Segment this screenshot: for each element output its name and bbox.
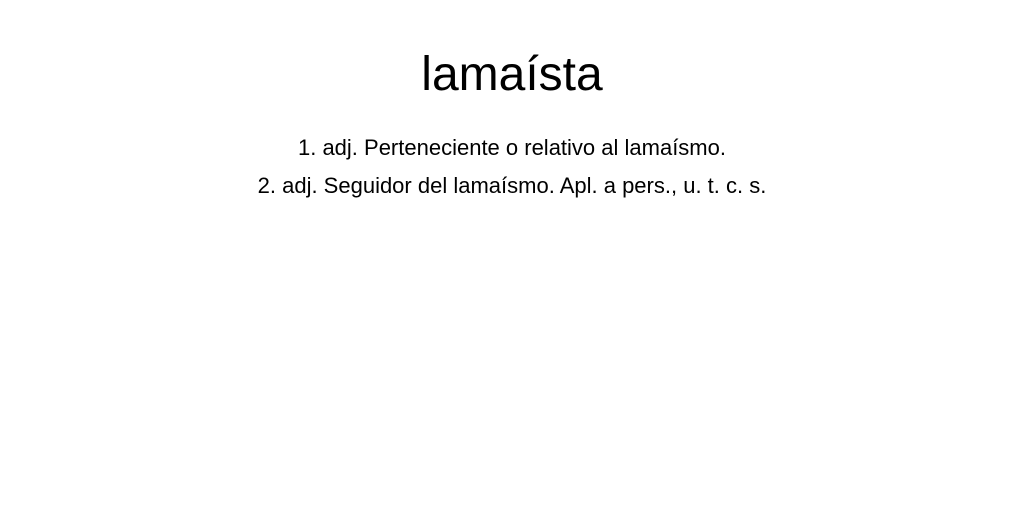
headword: lamaísta bbox=[421, 48, 603, 101]
definition-1: 1. adj. Perteneciente o relativo al lamaísmo. bbox=[297, 135, 726, 160]
definition-2: 2. adj. Seguidor del lamaísmo. Apl. a pers., u. t. c. s. bbox=[257, 173, 767, 198]
definition-list bbox=[0, 129, 1024, 205]
